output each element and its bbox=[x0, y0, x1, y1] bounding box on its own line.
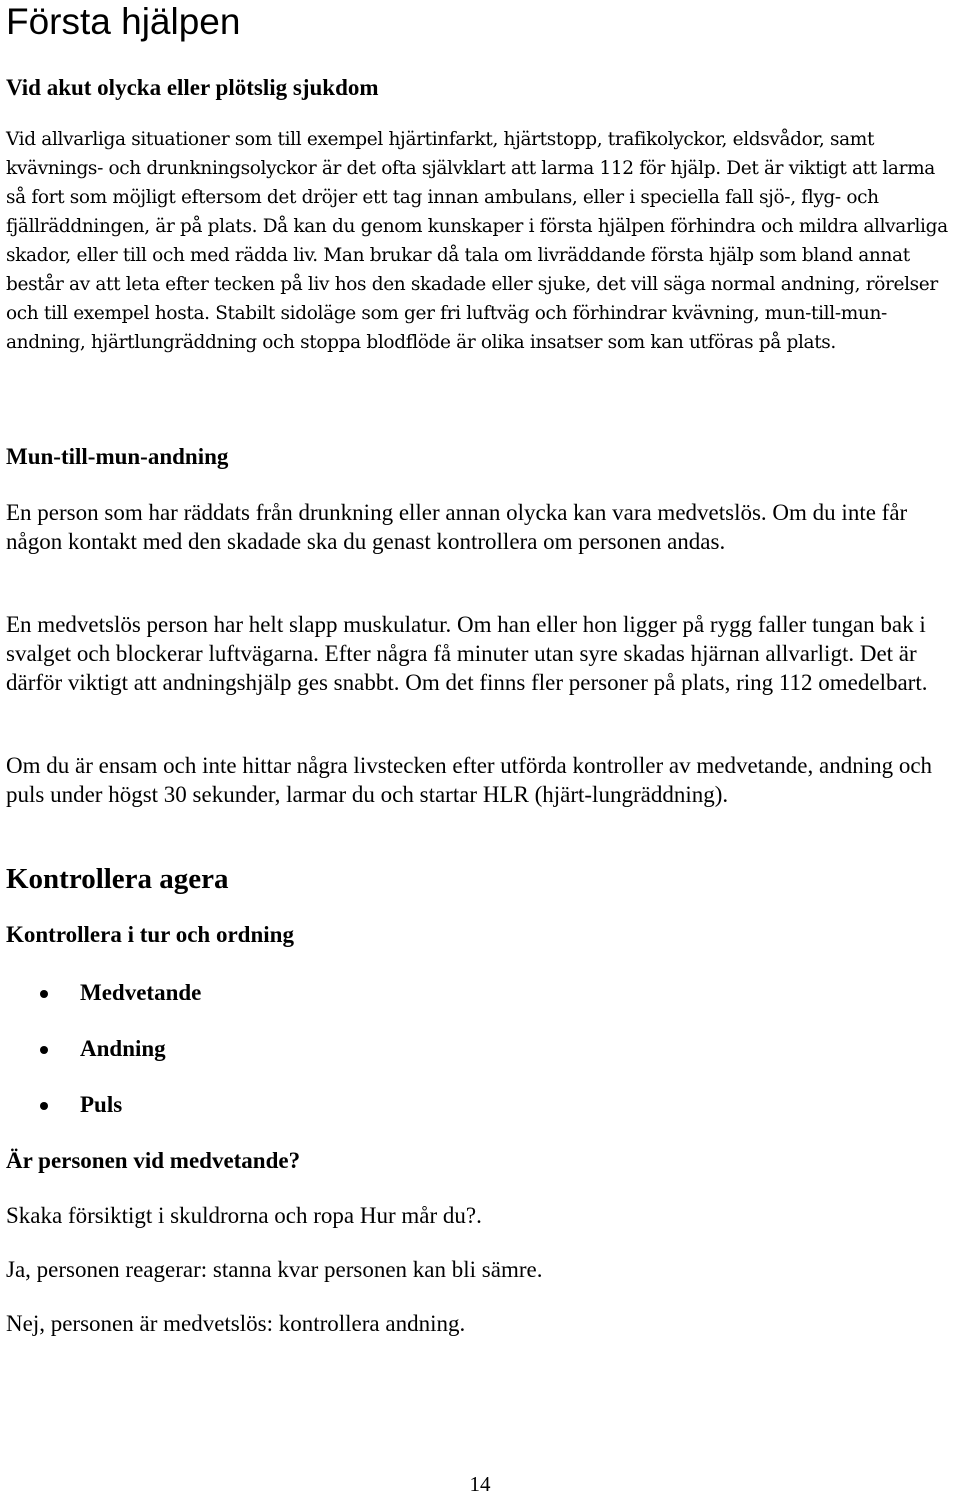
bullet-icon bbox=[40, 1102, 48, 1110]
page-number: 14 bbox=[469, 1472, 491, 1496]
conscious-line-3: Nej, personen är medvetslös: kontrollera andning. bbox=[6, 1311, 466, 1336]
intro-paragraph: Vid allvarliga situationer som till exempel hjärtinfarkt, hjärtstopp, trafikolyckor, eldsvådor, samt kvävnings- och drunkningsolyckor är det ofta självklart att larma 112 för hjälp. Det är viktigt att larma så fort som möjligt eftersom det dröjer ett tag innan ambulans, eller i speciella fall sjö-, flyg- och fjällräddningen, är på plats. Då kan du genom kunskaper i första hjälpen förhindra och mildra allvarliga skador, eller till och med rädda liv. Man brukar då tala om livräddande första hjälp som bland annat består av att leta efter tecken på liv hos den skadade eller sjuke, det vill säga normal andning, rörelser och till exempel hosta. Stabilt sidoläge som ger fri luftväg och förhindrar kvävning, mun-till-mun-andning, hjärtlungräddning och stoppa blodflöde är olika insatser som kan utföras på plats. bbox=[6, 129, 948, 353]
mouth-paragraph-3: Om du är ensam och inte hittar några livstecken efter utförda kontroller av medvetande, andning och puls under högst 30 sekunder, larmar du och startar HLR (hjärt-lungräddning). bbox=[6, 753, 933, 807]
intro-heading: Vid akut olycka eller plötslig sjukdom bbox=[6, 75, 379, 100]
mouth-to-mouth-heading: Mun-till-mun-andning bbox=[6, 444, 229, 469]
bullet-icon bbox=[40, 1046, 48, 1054]
page-title: Första hjälpen bbox=[6, 1, 241, 42]
mouth-paragraph-1: En person som har räddats från drunkning eller annan olycka kan vara medvetslös. Om du inte får någon kontakt med den skadade ska du genast kontrollera om personen andas. bbox=[6, 500, 908, 554]
mouth-paragraph-2: En medvetslös person har helt slapp muskulatur. Om han eller hon ligger på rygg faller tungan bak i svalget och blockerar luftvägarna. Efter några få minuter utan syre skadas hjärnan allvarligt. Det är därför viktigt att andningshjälp ges snabbt. Om det finns fler personer på plats, ring 112 omedelbart. bbox=[6, 612, 928, 695]
bullet-icon bbox=[40, 990, 48, 998]
checklist-item-label: Puls bbox=[80, 1092, 123, 1117]
checklist-item-label: Andning bbox=[80, 1036, 166, 1061]
control-heading: Kontrollera agera bbox=[6, 863, 229, 895]
checklist-item-label: Medvetande bbox=[80, 980, 202, 1005]
conscious-line-2: Ja, personen reagerar: stanna kvar personen kan bli sämre. bbox=[6, 1257, 543, 1282]
conscious-heading: Är personen vid medvetande? bbox=[6, 1148, 301, 1173]
control-subheading: Kontrollera i tur och ordning bbox=[6, 922, 294, 947]
conscious-line-1: Skaka försiktigt i skuldrorna och ropa Hur mår du?. bbox=[6, 1203, 482, 1228]
